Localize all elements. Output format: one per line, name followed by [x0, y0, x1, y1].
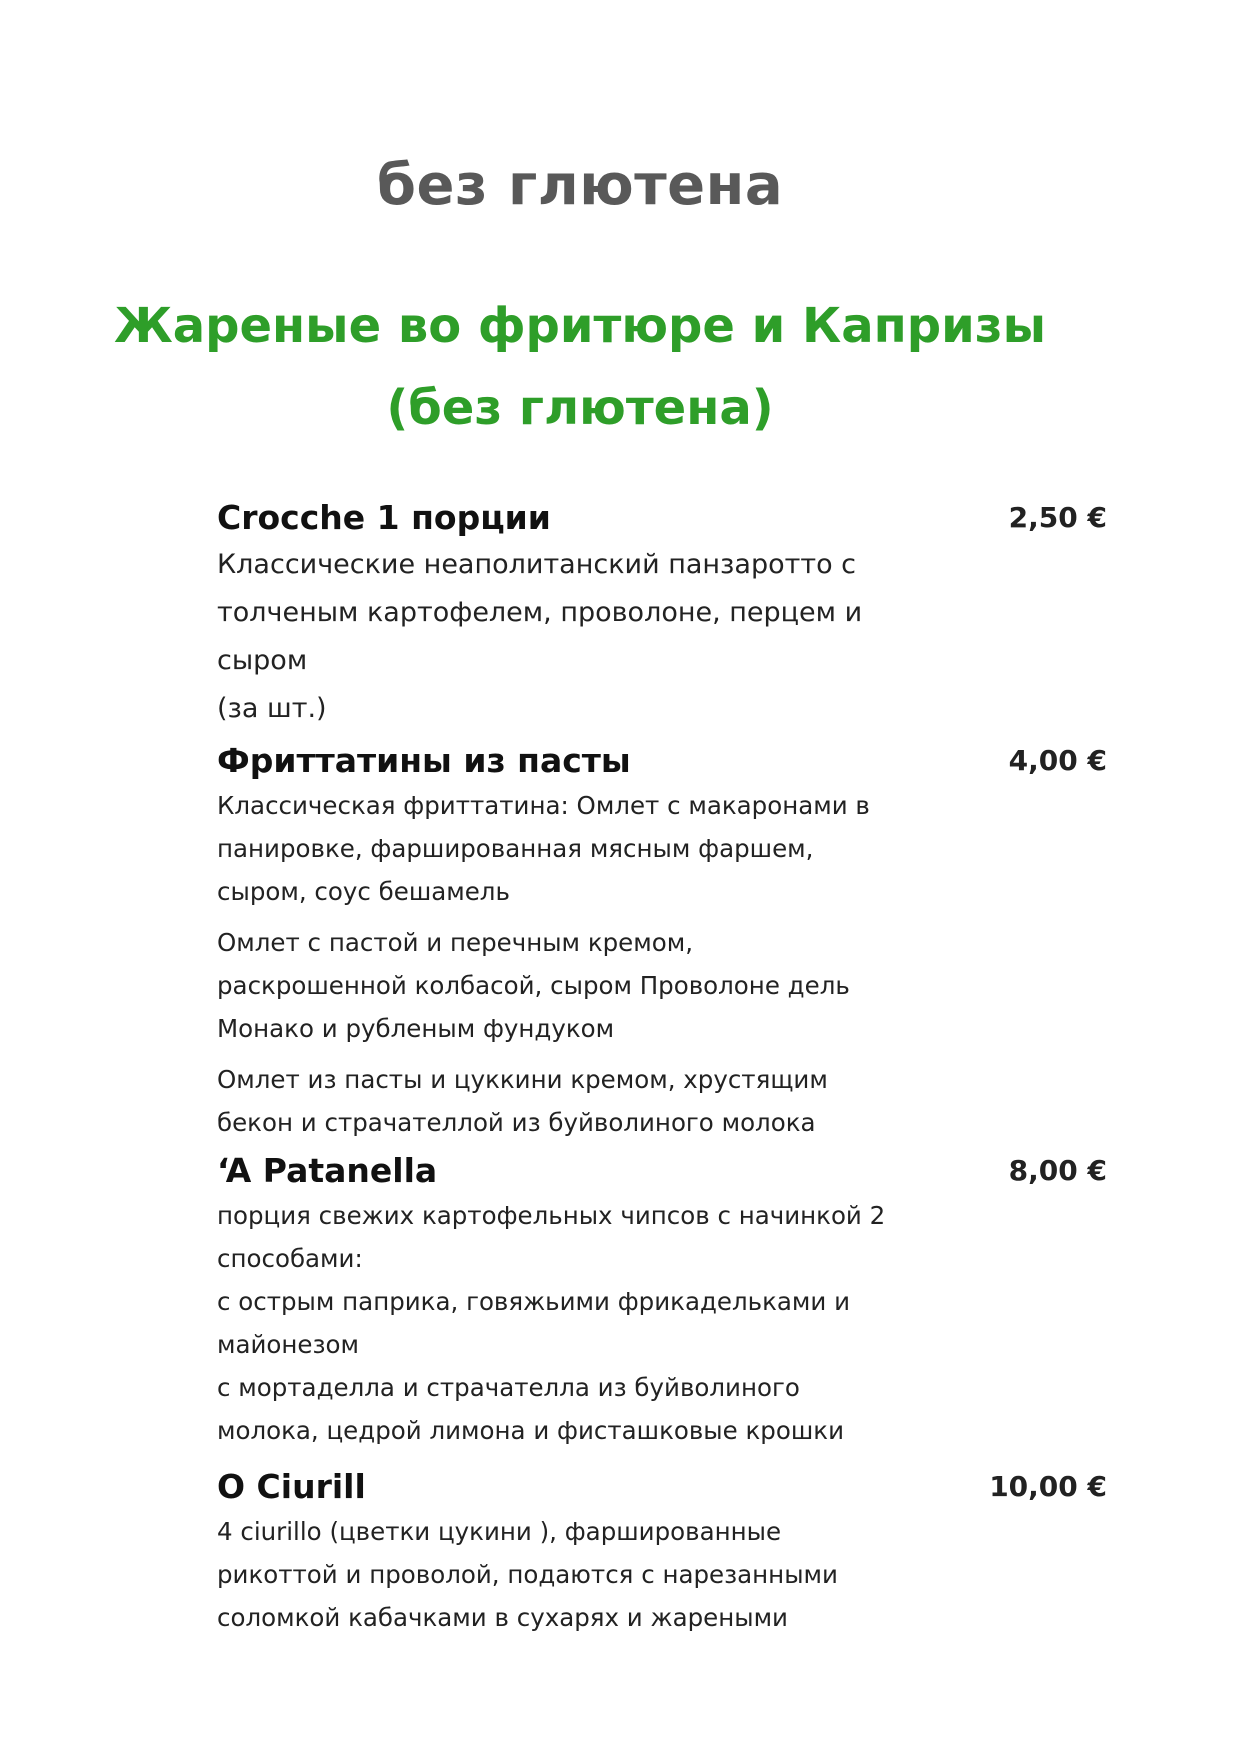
- description-line: сыром: [217, 645, 308, 676]
- menu-item-patanella: [217, 1148, 1107, 1452]
- section-title-line-1: Жареные во фритюре и Капризы: [113, 298, 1047, 354]
- description-line: рикоттой и проволой, подаются с нарезанными: [217, 1560, 838, 1589]
- menu-item-crocche: [217, 495, 1107, 733]
- menu-item-price: 8,00 €: [1008, 1154, 1107, 1187]
- menu-item-price: 2,50 €: [1008, 501, 1107, 534]
- description-line: (за шт.): [217, 693, 327, 724]
- page-title: без глютена: [376, 153, 784, 218]
- menu-item-name: O Ciurill: [217, 1467, 366, 1506]
- menu-item-name: Crocche 1 порции: [217, 498, 551, 537]
- section-title-line-2: (без глютена): [386, 380, 774, 436]
- menu-item-header: [217, 495, 1107, 541]
- menu-item-header: [217, 1148, 1107, 1194]
- description-line: с острым паприка, говяжьими фрикадельками и: [217, 1287, 851, 1316]
- description-line: способами:: [217, 1244, 363, 1273]
- description-gap: [217, 913, 1107, 921]
- description-gap: [217, 1050, 1107, 1058]
- menu-item-header: [217, 1464, 1107, 1510]
- description-line: Классическая фриттатина: Омлет с макаронами в: [217, 791, 870, 820]
- menu-item-header: [217, 738, 1107, 784]
- description-line: Классические неаполитанский панзаротто с: [217, 549, 857, 580]
- description-line: порция свежих картофельных чипсов с начинкой 2: [217, 1201, 886, 1230]
- description-line: соломкой кабачками в сухарях и жареными: [217, 1603, 788, 1632]
- menu-item-description: [217, 1194, 1107, 1452]
- menu-item-description: [217, 1510, 1107, 1639]
- description-line: 4 ciurillo (цветки цукини ), фаршированные: [217, 1517, 782, 1546]
- description-line: Омлет с пастой и перечным кремом,: [217, 928, 693, 957]
- description-line: раскрошенной колбасой, сыром Проволоне дель: [217, 971, 850, 1000]
- description-line: бекон и страчателлой из буйволиного молока: [217, 1108, 816, 1137]
- menu-item-description: [217, 784, 1107, 1144]
- description-line: Омлет из пасты и цуккини кремом, хрустящим: [217, 1065, 828, 1094]
- menu-item-price: 4,00 €: [1008, 744, 1107, 777]
- menu-item-name: ‘A Patanella: [217, 1151, 438, 1190]
- description-line: Монако и рубленым фундуком: [217, 1014, 615, 1043]
- menu-item-frittatine: [217, 738, 1107, 1144]
- description-line: толченым картофелем, проволоне, перцем и: [217, 597, 863, 628]
- description-line: сыром, соус бешамель: [217, 877, 510, 906]
- menu-item-price: 10,00 €: [989, 1470, 1107, 1503]
- menu-item-name: Фриттатины из пасты: [217, 741, 631, 780]
- description-line: майонезом: [217, 1330, 359, 1359]
- menu-item-ciurill: [217, 1464, 1107, 1639]
- description-line: панировке, фаршированная мясным фаршем,: [217, 834, 814, 863]
- description-line: с мортаделла и страчателла из буйволиного: [217, 1373, 800, 1402]
- menu-item-description: [217, 541, 1107, 733]
- description-line: молока, цедрой лимона и фисташковые крошки: [217, 1416, 844, 1445]
